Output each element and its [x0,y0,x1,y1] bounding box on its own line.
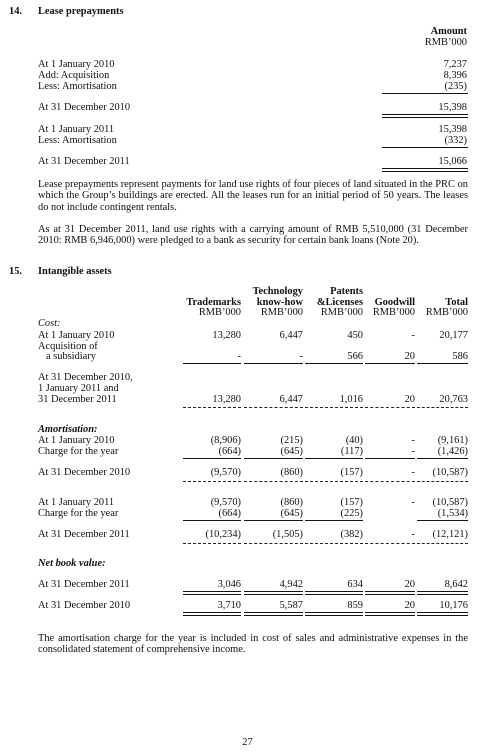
lease-row-label: At 1 January 2011 [38,124,115,135]
cell-value: - [411,435,415,446]
dashed-rule [417,407,468,408]
row-label: a subsidiary [46,351,96,362]
double-underline [305,612,363,616]
cell-value: 586 [452,351,468,362]
cell-value: (9,161) [437,435,468,446]
net-book-value-heading: Net book value: [38,558,106,569]
column-unit: RMB’000 [198,307,241,318]
cell-value: 8,642 [444,579,468,590]
column-header: Patents [330,286,363,297]
row-label: At 31 December 2011 [38,529,130,540]
cell-value: (664) [218,446,241,457]
cell-value: 20 [404,394,415,405]
underline [365,458,415,459]
cell-value: 450 [347,330,363,341]
underline [305,363,363,364]
row-label: At 31 December 2010 [38,467,131,478]
cell-value: 6,447 [279,394,303,405]
cell-value: - [299,351,303,362]
cell-value: 20,763 [439,394,468,405]
cell-value: (860) [280,467,303,478]
dashed-rule [244,543,303,544]
dashed-rule [365,543,415,544]
double-underline [382,168,468,172]
lease-paragraph-1: Lease prepayments represent payments for land use rights of four pieces of land situated in the PRC on which the Group’s buildings are erected. All the leases run for an initial period of 50 years. The leases do not include contingent rentals. [38,179,468,213]
underline [305,458,363,459]
dashed-rule [305,481,363,482]
row-label: At 1 January 2011 [38,497,115,508]
cell-value: (382) [340,529,363,540]
cell-value: (9,570) [210,497,241,508]
cell-value: 634 [347,579,363,590]
cell-value: (860) [280,497,303,508]
cell-value: (664) [218,508,241,519]
column-unit: RMB’000 [320,307,363,318]
column-header: Trademarks [186,297,241,308]
cell-value: - [411,497,415,508]
lease-row-label: Less: Amortisation [38,81,117,92]
row-label: 31 December 2011 [38,394,117,405]
cell-value: - [411,467,415,478]
cell-value: 20 [404,600,415,611]
cell-value: 13,280 [212,330,241,341]
underline [305,520,363,521]
cell-value: 3,710 [217,600,241,611]
section-title-lease: Lease prepayments [38,6,124,17]
cell-value: (10,587) [432,467,468,478]
cell-value: (1,426) [437,446,468,457]
double-underline [244,591,303,595]
cell-value: 20,177 [439,330,468,341]
dashed-rule [183,481,241,482]
lease-row-value: 15,398 [438,124,467,135]
cell-value: 10,176 [439,600,468,611]
dashed-rule [365,407,415,408]
cell-value: (645) [280,508,303,519]
cell-value: (10,587) [432,497,468,508]
row-label: At 1 January 2010 [38,330,115,341]
cell-value: 3,046 [217,579,241,590]
cell-value: - [411,330,415,341]
dashed-rule [183,407,241,408]
dashed-rule [365,481,415,482]
lease-row-label: At 1 January 2010 [38,59,115,70]
lease-row-label: Less: Amortisation [38,135,117,146]
lease-row-value: 7,237 [443,59,467,70]
amount-header: Amount [430,26,467,37]
cell-value: - [411,446,415,457]
lease-row-value: 15,066 [438,156,467,167]
underline [183,458,241,459]
lease-row-value: (235) [444,81,467,92]
dashed-rule [244,407,303,408]
cell-value: (157) [340,467,363,478]
section-number-15: 15. [9,266,22,277]
cell-value: 5,587 [279,600,303,611]
cell-value: (645) [280,446,303,457]
lease-row-value: 8,396 [443,70,467,81]
section-number-14: 14. [9,6,22,17]
underline [382,147,468,148]
double-underline [417,612,468,616]
unit-header: RMB’000 [424,37,467,48]
double-underline [365,612,415,616]
cell-value: 20 [404,579,415,590]
dashed-rule [305,407,363,408]
row-label: At 31 December 2010, [38,372,133,383]
underline [244,458,303,459]
column-header: Total [445,297,468,308]
row-label: At 1 January 2010 [38,435,115,446]
cell-value: (215) [280,435,303,446]
underline [417,520,468,521]
cell-value: - [237,351,241,362]
lease-row-value: 15,398 [438,102,467,113]
cell-value: - [411,529,415,540]
cell-value: 1,016 [339,394,363,405]
lease-row-label: At 31 December 2011 [38,156,130,167]
cell-value: (8,906) [210,435,241,446]
row-label: 1 January 2011 and [38,383,119,394]
section-title-intangible: Intangible assets [38,266,112,277]
cell-value: (9,570) [210,467,241,478]
cell-value: 6,447 [279,330,303,341]
dashed-rule [183,543,241,544]
double-underline [365,591,415,595]
column-unit: RMB’000 [425,307,468,318]
amortisation-heading: Amortisation: [38,424,98,435]
cell-value: (117) [340,446,363,457]
lease-row-label: At 31 December 2010 [38,102,131,113]
underline [244,363,303,364]
underline [417,363,468,364]
dashed-rule [417,543,468,544]
column-unit: RMB’000 [260,307,303,318]
cell-value: 13,280 [212,394,241,405]
cost-heading: Cost: [38,318,61,329]
underline [183,363,241,364]
column-unit: RMB’000 [372,307,415,318]
row-label: Charge for the year [38,508,119,519]
double-underline [382,114,468,118]
underline [382,93,468,94]
dashed-rule [244,481,303,482]
cell-value: 4,942 [279,579,303,590]
page-number: 27 [242,737,253,748]
double-underline [183,591,241,595]
column-header: know-how [256,297,303,308]
underline [183,520,241,521]
amortisation-note: The amortisation charge for the year is included in cost of sales and administrative expenses in the consolidated statement of comprehensive income. [38,633,468,656]
lease-paragraph-2: As at 31 December 2011, land use rights with a carrying amount of RMB 5,510,000 (31 December 2010: RMB 6,946,000) were pledged to a bank as security for certain bank loans (Note 20). [38,224,468,247]
underline [244,520,303,521]
double-underline [417,591,468,595]
cell-value: (157) [340,497,363,508]
cell-value: (1,505) [272,529,303,540]
cell-value: (40) [345,435,363,446]
column-header: Goodwill [374,297,415,308]
double-underline [305,591,363,595]
row-label: Charge for the year [38,446,119,457]
column-header: Technology [252,286,303,297]
row-label: At 31 December 2011 [38,579,130,590]
column-header: &Licenses [316,297,363,308]
lease-row-value: (332) [444,135,467,146]
row-label: Acquisition of [38,341,98,352]
cell-value: (10,234) [205,529,241,540]
dashed-rule [305,543,363,544]
cell-value: (1,534) [437,508,468,519]
cell-value: (12,121) [432,529,468,540]
double-underline [244,612,303,616]
dashed-rule [417,481,468,482]
row-label: At 31 December 2010 [38,600,131,611]
cell-value: 20 [404,351,415,362]
cell-value: (225) [340,508,363,519]
underline [365,363,415,364]
cell-value: 859 [347,600,363,611]
cell-value: 566 [347,351,363,362]
lease-row-label: Add: Acquisition [38,70,110,81]
underline [417,458,468,459]
double-underline [183,612,241,616]
